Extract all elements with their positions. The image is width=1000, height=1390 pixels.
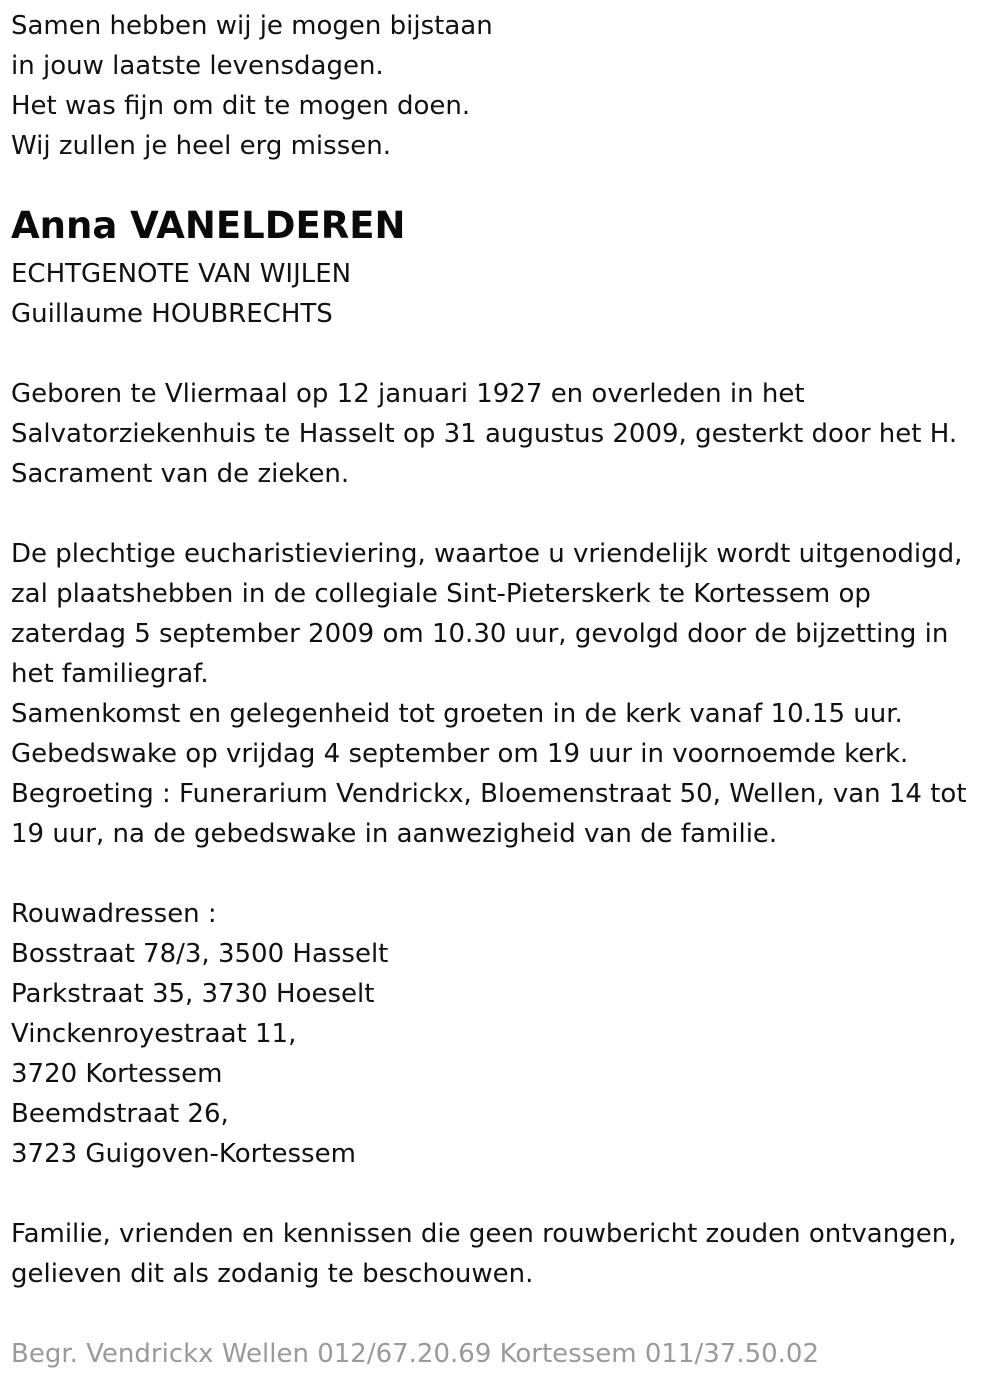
ceremony-line: Begroeting : Funerarium Vendrickx, Bloemenstraat 50, Wellen, van 14 tot xyxy=(11,779,967,809)
poem-line: in jouw laatste levensdagen. xyxy=(11,51,384,81)
relation-line: ECHTGENOTE VAN WIJLEN xyxy=(11,259,352,289)
poem-line: Wij zullen je heel erg missen. xyxy=(11,131,391,161)
funeral-home-footer xyxy=(11,1334,819,1374)
ceremony-line: Samenkomst en gelegenheid tot groeten in de kerk vanaf 10.15 uur. xyxy=(11,699,903,729)
ceremony-line: 19 uur, na de gebedswake in aanwezigheid van de familie. xyxy=(11,819,778,849)
closing-notice xyxy=(11,1214,956,1294)
footer-text: Begr. Vendrickx Wellen 012/67.20.69 Kortessem 011/37.50.02 xyxy=(11,1339,820,1369)
birth-death-paragraph xyxy=(11,374,957,494)
birth-death-line: Salvatorziekenhuis te Hasselt op 31 augustus 2009, gesterkt door het H. xyxy=(11,419,958,449)
address-line: Beemdstraat 26, xyxy=(11,1099,229,1129)
ceremony-line: De plechtige eucharistieviering, waartoe u vriendelijk wordt uitgenodigd, xyxy=(11,539,963,569)
address-line: Bosstraat 78/3, 3500 Hasselt xyxy=(11,939,389,969)
memorial-poem xyxy=(11,6,493,166)
birth-death-line: Geboren te Vliermaal op 12 januari 1927 en overleden in het xyxy=(11,379,805,409)
spouse-block xyxy=(11,254,351,334)
address-line: 3720 Kortessem xyxy=(11,1059,223,1089)
notice-line: gelieven dit als zodanig te beschouwen. xyxy=(11,1259,534,1289)
ceremony-line: het familiegraf. xyxy=(11,659,209,689)
address-line: 3723 Guigoven-Kortessem xyxy=(11,1139,356,1169)
ceremony-line: zal plaatshebben in de collegiale Sint-Pieterskerk te Kortessem op xyxy=(11,579,871,609)
notice-line: Familie, vrienden en kennissen die geen rouwbericht zouden ontvangen, xyxy=(11,1219,957,1249)
birth-death-line: Sacrament van de zieken. xyxy=(11,459,350,489)
condolence-addresses xyxy=(11,894,388,1174)
address-line: Vinckenroyestraat 11, xyxy=(11,1019,297,1049)
poem-line: Samen hebben wij je mogen bijstaan xyxy=(11,11,493,41)
ceremony-line: Gebedswake op vrijdag 4 september om 19 uur in voornoemde kerk. xyxy=(11,739,909,769)
address-line: Parkstraat 35, 3730 Hoeselt xyxy=(11,979,375,1009)
ceremony-line: zaterdag 5 september 2009 om 10.30 uur, gevolgd door de bijzetting in xyxy=(11,619,949,649)
spouse-name: Guillaume HOUBRECHTS xyxy=(11,299,333,329)
deceased-name: Anna VANELDEREN xyxy=(11,204,406,247)
poem-line: Het was fijn om dit te mogen doen. xyxy=(11,91,471,121)
addresses-heading: Rouwadressen : xyxy=(11,899,217,929)
ceremony-paragraph xyxy=(11,534,967,854)
